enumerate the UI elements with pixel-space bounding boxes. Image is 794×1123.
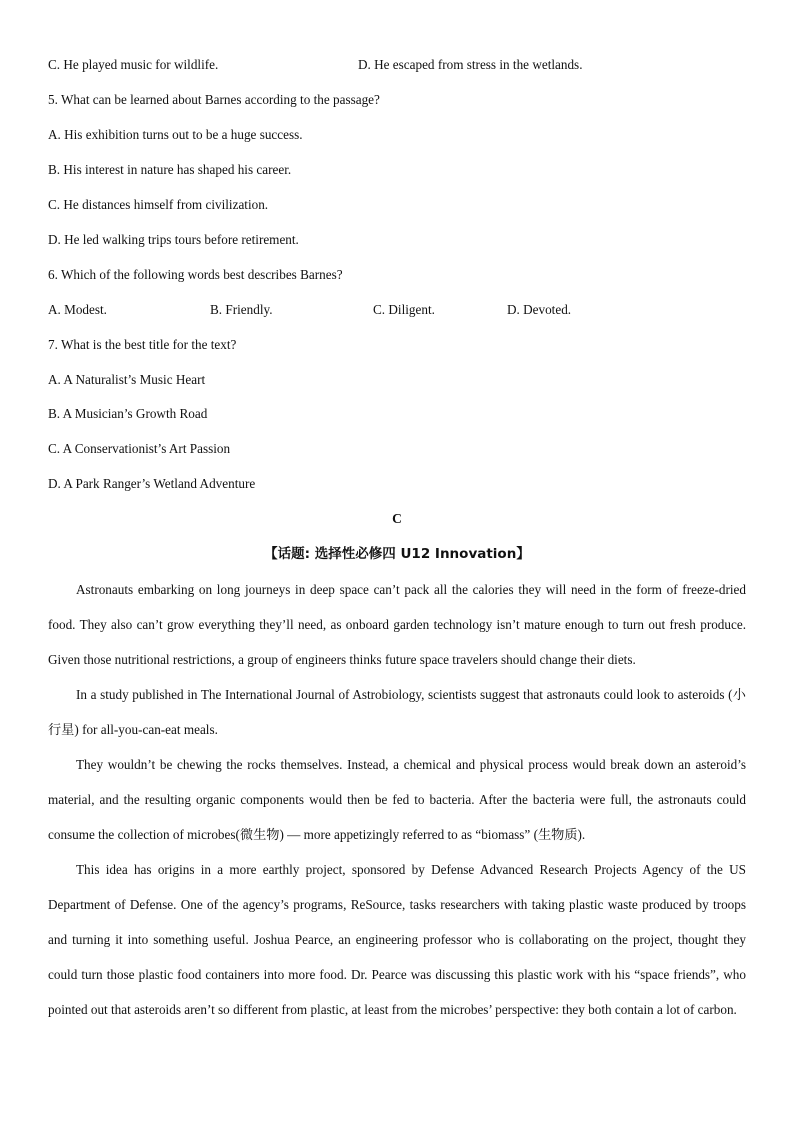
passage-paragraph-1: Astronauts embarking on long journeys in deep space can’t pack all the calories they will need in the form of freeze-dried food. They also can’t grow everything they’ll need, as onboard garden technology isn’t mature enough to turn out fresh produce. Given those nutritional restrictions, a group of engineers thinks future space travelers should change their diets. <box>48 582 746 667</box>
q6-options <box>0 301 794 319</box>
passage-paragraph-4: This idea has origins in a more earthly project, sponsored by Defense Advanced Research Projects Agency of the US Department of Defense. One of the agency’s programs, ReSource, tasks researchers with taking plastic waste produced by troops and turning it into something useful. Joshua Pearce, an engineering professor who is collaborating on the project, thought they could turn those plastic food containers into more food. Dr. Pearce was discussing this plastic work with his “space friends”, who pointed out that asteroids aren’t so different from plastic, at least from the microbes’ perspective: they both contain a lot of carbon. <box>48 862 746 1017</box>
q6-option-c: C. Diligent. <box>373 302 435 317</box>
q5-option-b: B. His interest in nature has shaped his career. <box>48 162 292 177</box>
q6-option-d: D. Devoted. <box>507 302 572 317</box>
q5-option-a: A. His exhibition turns out to be a huge success. <box>48 127 303 142</box>
q5-question: 5. What can be learned about Barnes according to the passage? <box>48 92 380 107</box>
q7-option-b: B. A Musician’s Growth Road <box>48 406 208 421</box>
q6-question: 6. Which of the following words best describes Barnes? <box>48 267 343 282</box>
q6-option-a: A. Modest. <box>48 302 107 317</box>
section-heading: C <box>392 511 402 526</box>
q4-options-cd <box>0 56 794 74</box>
q5-option-c: C. He distances himself from civilization. <box>48 197 269 212</box>
passage-paragraph-3: They wouldn’t be chewing the rocks themselves. Instead, a chemical and physical process would break down an asteroid’s material, and the resulting organic components would then be fed to bacteria. After the bacteria were full, the astronauts could consume the collection of microbes(微生物) — more appetizingly referred to as “biomass” (生物质). <box>48 757 746 842</box>
q7-question: 7. What is the best title for the text? <box>48 337 237 352</box>
q7-option-a: A. A Naturalist’s Music Heart <box>48 372 206 387</box>
q4-option-d: D. He escaped from stress in the wetlands. <box>358 57 583 72</box>
passage-paragraph-2: In a study published in The International Journal of Astrobiology, scientists suggest that astronauts could look to asteroids (小行星) for all-you-can-eat meals. <box>48 687 746 737</box>
section-topic: 【话题: 选择性必修四 U12 Innovation】 <box>264 546 530 562</box>
q5-option-d: D. He led walking trips tours before retirement. <box>48 232 299 247</box>
q7-option-d: D. A Park Ranger’s Wetland Adventure <box>48 476 256 491</box>
q7-option-c: C. A Conservationist’s Art Passion <box>48 441 231 456</box>
q4-option-c: C. He played music for wildlife. <box>48 57 219 72</box>
q6-option-b: B. Friendly. <box>210 302 273 317</box>
